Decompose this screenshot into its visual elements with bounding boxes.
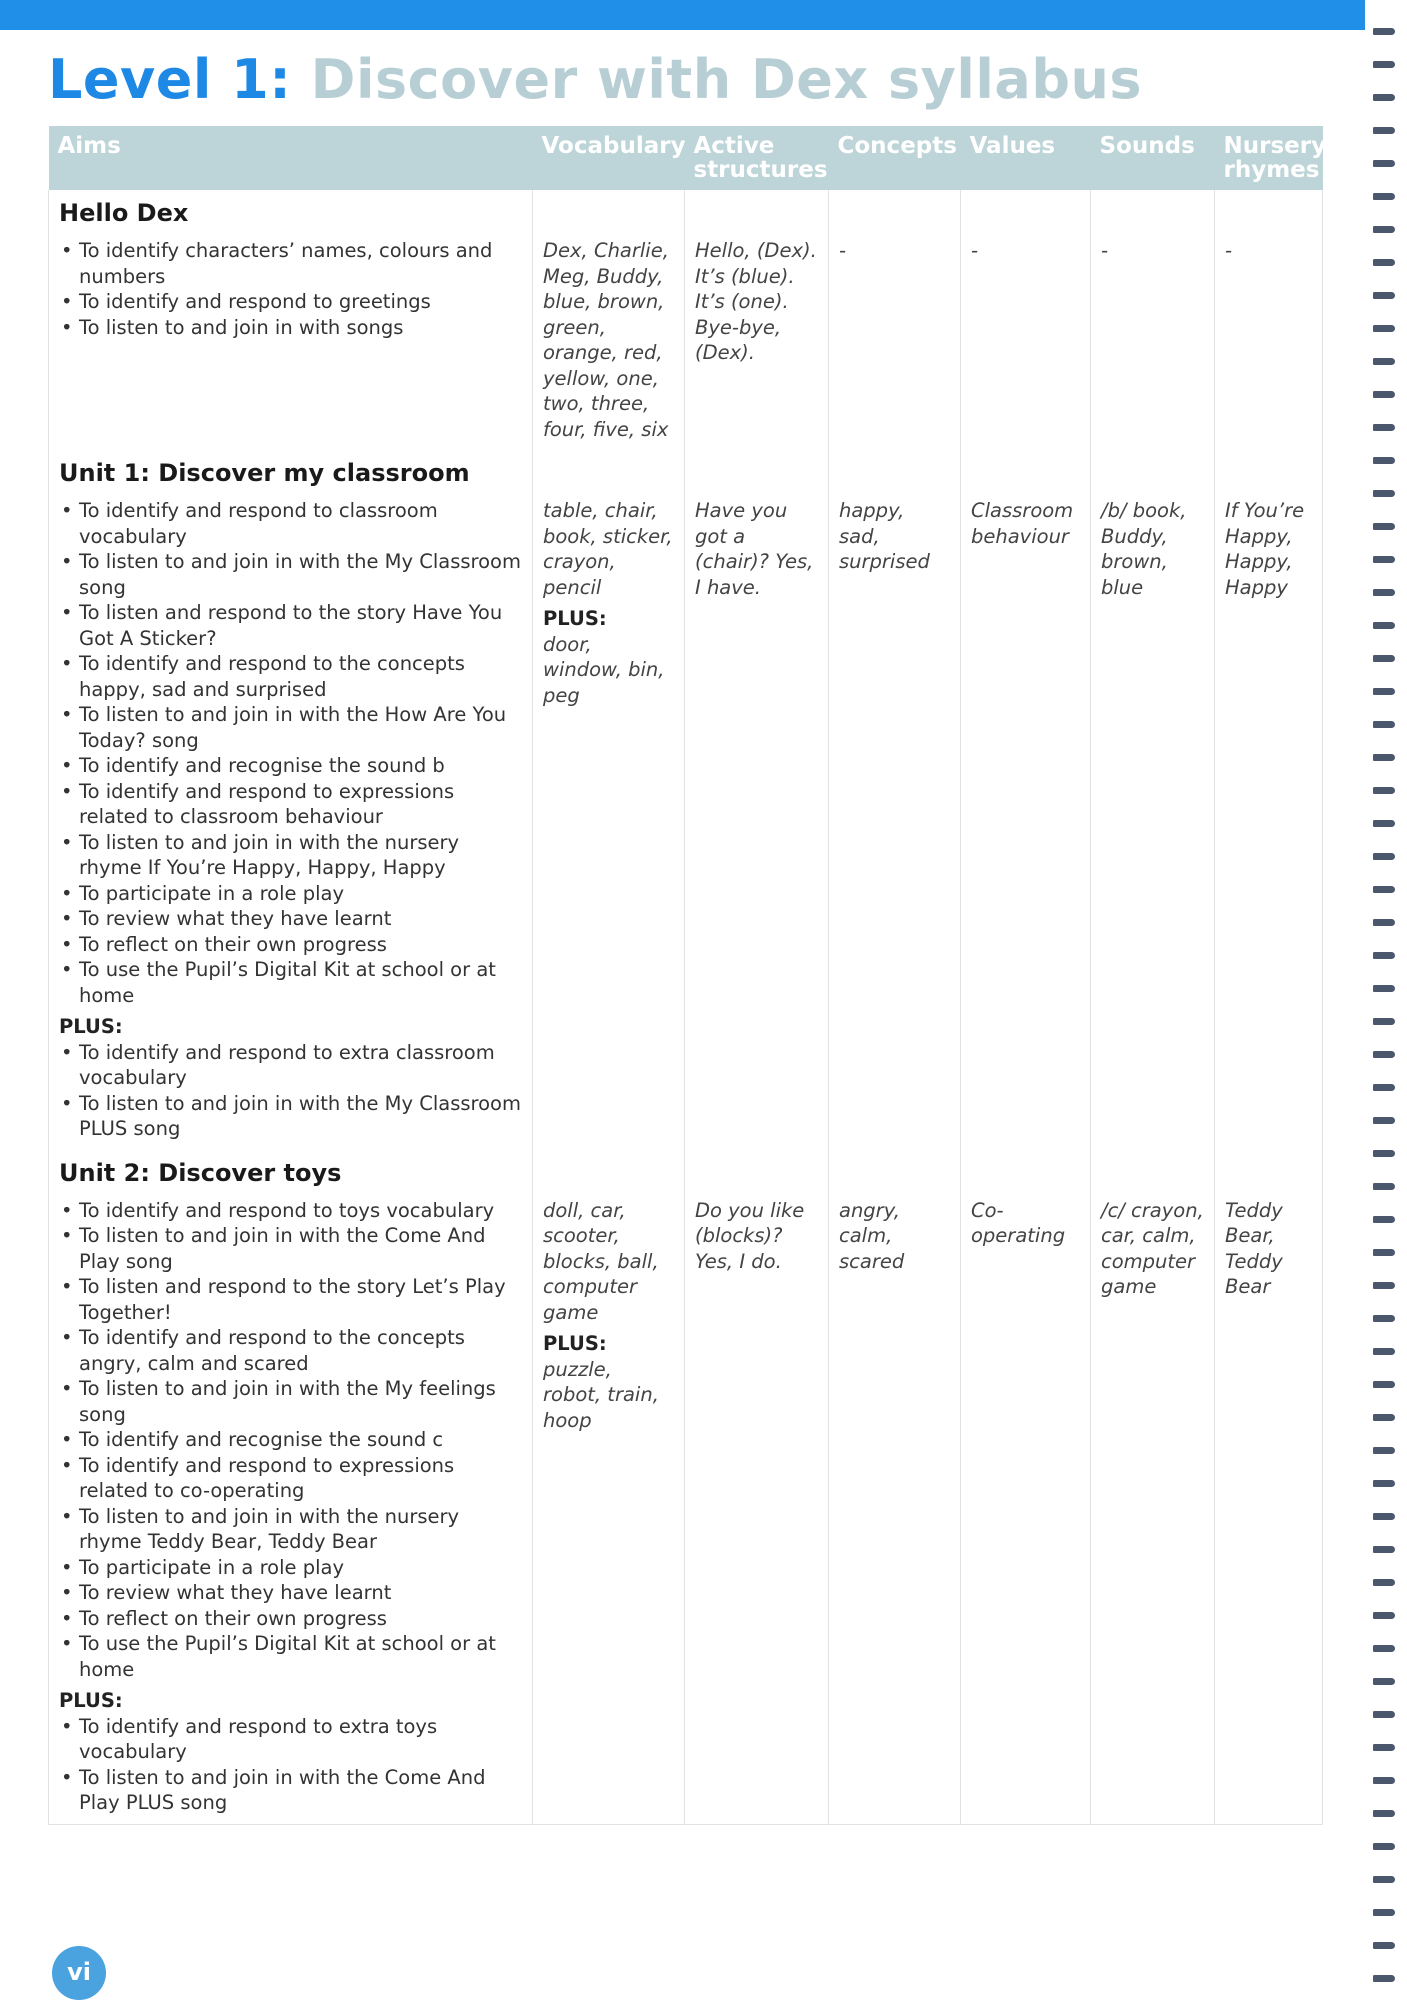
nursery-rhymes-cell: Teddy Bear, Teddy Bear: [1215, 1192, 1323, 1825]
unit-heading-row: [49, 1150, 1323, 1192]
aim-item: • To listen to and join in with the How Are You Today? song: [59, 702, 522, 753]
spiral-coil: [1373, 1711, 1395, 1718]
spiral-coil: [1373, 1513, 1395, 1520]
plus-aim-item: • To identify and respond to extra toys vocabulary: [59, 1714, 522, 1765]
spiral-coil: [1373, 1051, 1395, 1058]
spiral-coil: [1373, 688, 1395, 695]
header-active-structures: Active structures: [685, 126, 829, 190]
header-sounds: Sounds: [1091, 126, 1215, 190]
concepts-cell: happy, sad, surprised: [829, 492, 961, 1150]
spiral-coil: [1373, 1018, 1395, 1025]
aim-item: • To use the Pupil’s Digital Kit at school or at home: [59, 957, 522, 1008]
spiral-coil: [1373, 1414, 1395, 1421]
aim-item: • To listen to and join in with the My feelings song: [59, 1376, 522, 1427]
spiral-coil: [1373, 424, 1395, 431]
aim-item: • To identify and respond to expressions related to classroom behaviour: [59, 779, 522, 830]
spiral-coil: [1373, 1843, 1395, 1850]
spiral-coil: [1373, 556, 1395, 563]
active-structures-cell: Do you like (blocks)? Yes, I do.: [685, 1192, 829, 1825]
spiral-coil: [1373, 919, 1395, 926]
spiral-coil: [1373, 1810, 1395, 1817]
spiral-coil: [1373, 490, 1395, 497]
plus-aims-list: [59, 1040, 522, 1142]
spiral-coil: [1373, 952, 1395, 959]
plus-label: PLUS:: [59, 1689, 123, 1712]
aim-item: • To review what they have learnt: [59, 906, 522, 932]
syllabus-table: [48, 126, 1327, 1825]
aim-item: • To reflect on their own progress: [59, 1606, 522, 1632]
spiral-coil: [1373, 1447, 1395, 1454]
spiral-coil: [1373, 1216, 1395, 1223]
values-cell: Co-operating: [961, 1192, 1091, 1825]
top-color-bar: [0, 0, 1407, 30]
unit-heading: Hello Dex: [49, 190, 533, 232]
aim-item: • To listen and respond to the story Have You Got A Sticker?: [59, 600, 522, 651]
spiral-coil: [1373, 1183, 1395, 1190]
spiral-coil: [1373, 160, 1395, 167]
aim-item: • To identify and respond to classroom vocabulary: [59, 498, 522, 549]
spiral-coil: [1373, 358, 1395, 365]
values-cell: -: [961, 232, 1091, 450]
spiral-coil: [1373, 1546, 1395, 1553]
header-values: Values: [961, 126, 1091, 190]
aim-item: • To review what they have learnt: [59, 1580, 522, 1606]
vocabulary-cell: [533, 492, 685, 1150]
spiral-coil: [1373, 1645, 1395, 1652]
concepts-cell: angry, calm, scared: [829, 1192, 961, 1825]
spiral-coil: [1373, 226, 1395, 233]
unit-heading-spacer: [1215, 1150, 1323, 1192]
spiral-coil: [1373, 589, 1395, 596]
table-row: [49, 232, 1323, 450]
table-row: [49, 492, 1323, 1150]
spiral-coil: [1373, 61, 1395, 68]
spiral-coil: [1373, 325, 1395, 332]
aims-cell: [49, 492, 533, 1150]
page-title: [48, 48, 1142, 111]
vocabulary-plus-list: puzzle, robot, train, hoop: [543, 1357, 659, 1432]
nursery-rhymes-cell: If You’re Happy, Happy, Happy: [1215, 492, 1323, 1150]
aim-item: • To identify characters’ names, colours and numbers: [59, 238, 522, 289]
table-header-row: [49, 126, 1323, 190]
spiral-coil: [1373, 1678, 1395, 1685]
active-structures-cell: Have you got a (chair)? Yes, I have.: [685, 492, 829, 1150]
spiral-coil: [1373, 1282, 1395, 1289]
spiral-coil: [1373, 787, 1395, 794]
header-aims: Aims: [49, 126, 533, 190]
nursery-rhymes-cell: -: [1215, 232, 1323, 450]
unit-heading-spacer: [533, 450, 685, 492]
spiral-coil: [1373, 1381, 1395, 1388]
spiral-coil: [1373, 1744, 1395, 1751]
sounds-cell: /b/ book, Buddy, brown, blue: [1091, 492, 1215, 1150]
unit-heading-row: [49, 450, 1323, 492]
header-vocabulary: Vocabulary: [533, 126, 685, 190]
spiral-coil: [1373, 1579, 1395, 1586]
aims-cell: [49, 1192, 533, 1825]
title-level: Level 1:: [48, 48, 292, 111]
table-row: [49, 1192, 1323, 1825]
aim-item: • To participate in a role play: [59, 881, 522, 907]
values-cell: Classroom behaviour: [961, 492, 1091, 1150]
unit-heading-spacer: [533, 190, 685, 232]
aim-item: • To listen to and join in with songs: [59, 315, 522, 341]
aims-cell: [49, 232, 533, 450]
aim-item: • To listen to and join in with the nursery rhyme If You’re Happy, Happy, Happy: [59, 830, 522, 881]
unit-heading-spacer: [1091, 450, 1215, 492]
spiral-coil: [1373, 259, 1395, 266]
spiral-coil: [1373, 28, 1395, 35]
unit-heading-spacer: [685, 190, 829, 232]
aim-item: • To identify and respond to expressions related to co-operating: [59, 1453, 522, 1504]
spiral-coil: [1373, 820, 1395, 827]
spiral-coil: [1373, 523, 1395, 530]
aim-item: • To identify and respond to toys vocabulary: [59, 1198, 522, 1224]
aim-item: • To listen and respond to the story Let’s Play Together!: [59, 1274, 522, 1325]
spiral-coil: [1373, 1777, 1395, 1784]
spiral-coil: [1373, 1942, 1395, 1949]
vocabulary-cell: [533, 1192, 685, 1825]
concepts-cell: -: [829, 232, 961, 450]
unit-heading-spacer: [961, 1150, 1091, 1192]
unit-heading-spacer: [829, 1150, 961, 1192]
plus-aim-item: • To listen to and join in with the Come And Play PLUS song: [59, 1765, 522, 1816]
aim-item: • To listen to and join in with the My Classroom song: [59, 549, 522, 600]
spiral-coil: [1373, 985, 1395, 992]
spiral-coil: [1373, 391, 1395, 398]
plus-aims-list: [59, 1714, 522, 1816]
spiral-binding: [1365, 0, 1407, 2000]
vocabulary-plus-list: door, window, bin, peg: [543, 632, 665, 707]
unit-heading-spacer: [1215, 450, 1323, 492]
plus-aim-item: • To identify and respond to extra classroom vocabulary: [59, 1040, 522, 1091]
unit-heading-spacer: [829, 190, 961, 232]
aim-item: • To identify and respond to the concepts angry, calm and scared: [59, 1325, 522, 1376]
spiral-coil: [1373, 1315, 1395, 1322]
sounds-cell: -: [1091, 232, 1215, 450]
spiral-coil: [1373, 127, 1395, 134]
active-structures-cell: Hello, (Dex). It’s (blue). It’s (one). Bye-bye, (Dex).: [685, 232, 829, 450]
page-number-badge: vi: [52, 1946, 106, 2000]
spiral-coil: [1373, 292, 1395, 299]
aim-item: • To use the Pupil’s Digital Kit at school or at home: [59, 1631, 522, 1682]
spiral-coil: [1373, 1909, 1395, 1916]
spiral-coil: [1373, 886, 1395, 893]
spiral-coil: [1373, 655, 1395, 662]
unit-heading: Unit 2: Discover toys: [49, 1150, 533, 1192]
aims-list: [59, 498, 522, 1008]
spiral-coil: [1373, 193, 1395, 200]
spiral-coil: [1373, 1084, 1395, 1091]
spiral-coil: [1373, 754, 1395, 761]
unit-heading-spacer: [829, 450, 961, 492]
spiral-coil: [1373, 1117, 1395, 1124]
title-text: Discover with Dex syllabus: [310, 48, 1143, 111]
spiral-coil: [1373, 622, 1395, 629]
unit-heading-spacer: [961, 190, 1091, 232]
unit-heading-spacer: [533, 1150, 685, 1192]
spiral-coil: [1373, 1480, 1395, 1487]
aim-item: • To identify and recognise the sound c: [59, 1427, 522, 1453]
spiral-coil: [1373, 853, 1395, 860]
spiral-coil: [1373, 1249, 1395, 1256]
vocabulary-list: doll, car, scooter, blocks, ball, computer game: [543, 1198, 659, 1324]
spiral-coil: [1373, 721, 1395, 728]
unit-heading-spacer: [685, 1150, 829, 1192]
aim-item: • To reflect on their own progress: [59, 932, 522, 958]
aim-item: • To listen to and join in with the Come And Play song: [59, 1223, 522, 1274]
vocabulary-cell: [533, 232, 685, 450]
aim-item: • To participate in a role play: [59, 1555, 522, 1581]
aim-item: • To identify and recognise the sound b: [59, 753, 522, 779]
spiral-coil: [1373, 1612, 1395, 1619]
spiral-coil: [1373, 1876, 1395, 1883]
spiral-coil: [1373, 1348, 1395, 1355]
aim-item: • To identify and respond to the concepts happy, sad and surprised: [59, 651, 522, 702]
plus-label: PLUS:: [543, 1332, 607, 1355]
spiral-coil: [1373, 1975, 1395, 1982]
unit-heading-spacer: [1091, 1150, 1215, 1192]
spiral-coil: [1373, 457, 1395, 464]
plus-aim-item: • To listen to and join in with the My Classroom PLUS song: [59, 1091, 522, 1142]
aim-item: • To listen to and join in with the nursery rhyme Teddy Bear, Teddy Bear: [59, 1504, 522, 1555]
unit-heading-spacer: [1091, 190, 1215, 232]
plus-label: PLUS:: [59, 1015, 123, 1038]
unit-heading-row: [49, 190, 1323, 232]
unit-heading: Unit 1: Discover my classroom: [49, 450, 533, 492]
aims-list: [59, 1198, 522, 1683]
sounds-cell: /c/ crayon, car, calm, computer game: [1091, 1192, 1215, 1825]
aims-list: [59, 238, 522, 340]
vocabulary-list: Dex, Charlie, Meg, Buddy, blue, brown, green, orange, red, yellow, one, two, three, four, five, six: [543, 239, 669, 441]
unit-heading-spacer: [961, 450, 1091, 492]
unit-heading-spacer: [685, 450, 829, 492]
spiral-coil: [1373, 1150, 1395, 1157]
header-nursery-rhymes: Nursery rhymes: [1215, 126, 1323, 190]
plus-label: PLUS:: [543, 607, 607, 630]
vocabulary-list: table, chair, book, sticker, crayon, pencil: [543, 499, 673, 599]
header-concepts: Concepts: [829, 126, 961, 190]
spiral-coil: [1373, 94, 1395, 101]
aim-item: • To identify and respond to greetings: [59, 289, 522, 315]
unit-heading-spacer: [1215, 190, 1323, 232]
